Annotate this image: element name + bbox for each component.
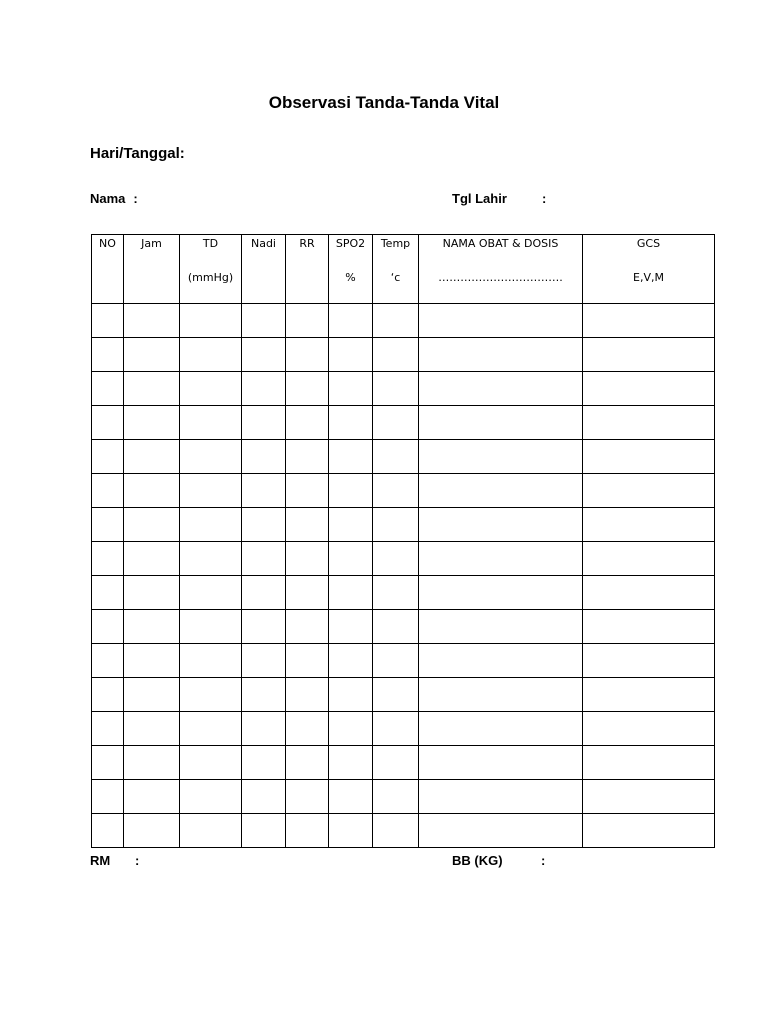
table-row	[92, 678, 715, 712]
table-cell[interactable]	[373, 542, 419, 576]
column-header-label: TD	[202, 237, 219, 250]
hari-tanggal-label: Hari/Tanggal:	[90, 145, 185, 162]
table-cell[interactable]	[286, 372, 329, 406]
table-cell[interactable]	[373, 814, 419, 848]
table-cell[interactable]	[180, 474, 242, 508]
column-header	[124, 235, 180, 304]
table-cell[interactable]	[329, 372, 373, 406]
table-cell[interactable]	[329, 712, 373, 746]
table-cell[interactable]	[419, 610, 583, 644]
table-cell[interactable]	[124, 440, 180, 474]
table-cell[interactable]	[92, 474, 124, 508]
tgl-lahir-label: Tgl Lahir	[452, 191, 507, 206]
column-header-label: SPO2	[335, 237, 366, 250]
table-cell[interactable]	[286, 304, 329, 338]
table-cell[interactable]	[242, 372, 286, 406]
column-header-label: NAMA OBAT & DOSIS	[442, 237, 559, 250]
column-header	[373, 235, 419, 304]
table-row	[92, 440, 715, 474]
table-cell[interactable]	[124, 780, 180, 814]
table-row	[92, 576, 715, 610]
table-cell[interactable]	[583, 440, 715, 474]
table-cell[interactable]	[373, 780, 419, 814]
table-cell[interactable]	[583, 508, 715, 542]
table-cell[interactable]	[373, 440, 419, 474]
table-cell[interactable]	[180, 780, 242, 814]
table-cell[interactable]	[92, 610, 124, 644]
table-cell[interactable]	[583, 712, 715, 746]
column-header-label: Nadi	[250, 237, 276, 250]
table-cell[interactable]	[373, 678, 419, 712]
table-cell[interactable]	[329, 542, 373, 576]
table-cell[interactable]	[180, 508, 242, 542]
table-cell[interactable]	[242, 746, 286, 780]
table-cell[interactable]	[583, 678, 715, 712]
table-cell[interactable]	[373, 746, 419, 780]
table-row	[92, 304, 715, 338]
table-cell[interactable]	[180, 746, 242, 780]
table-cell[interactable]	[419, 372, 583, 406]
table-cell[interactable]	[92, 372, 124, 406]
table-row	[92, 372, 715, 406]
table-cell[interactable]	[180, 644, 242, 678]
table-cell[interactable]	[583, 304, 715, 338]
table-cell[interactable]	[92, 508, 124, 542]
column-header	[242, 235, 286, 304]
table-cell[interactable]	[92, 542, 124, 576]
nama-label: Nama	[90, 191, 126, 206]
table-cell[interactable]	[286, 746, 329, 780]
table-cell[interactable]	[92, 338, 124, 372]
table-cell[interactable]	[242, 440, 286, 474]
column-header-label: GCS	[636, 237, 661, 250]
table-cell[interactable]	[124, 372, 180, 406]
table-cell[interactable]	[583, 780, 715, 814]
table-cell[interactable]	[286, 712, 329, 746]
table-cell[interactable]	[124, 678, 180, 712]
table-cell[interactable]	[92, 814, 124, 848]
column-header	[583, 235, 715, 304]
table-cell[interactable]	[286, 406, 329, 440]
table-cell[interactable]	[242, 678, 286, 712]
nama-field	[90, 191, 138, 206]
table-cell[interactable]	[124, 406, 180, 440]
table-cell[interactable]	[419, 440, 583, 474]
table-cell[interactable]	[286, 814, 329, 848]
table-cell[interactable]	[180, 814, 242, 848]
table-cell[interactable]	[124, 814, 180, 848]
bb-label: BB (KG)	[452, 853, 503, 868]
table-cell[interactable]	[419, 712, 583, 746]
table-cell[interactable]	[242, 576, 286, 610]
table-cell[interactable]	[180, 440, 242, 474]
nama-colon: :	[133, 191, 138, 206]
table-row	[92, 746, 715, 780]
rm-field	[90, 853, 140, 868]
column-header-sublabel: (mmHg)	[187, 271, 234, 284]
table-row	[92, 508, 715, 542]
table-cell[interactable]	[373, 338, 419, 372]
column-header-label: NO	[99, 237, 116, 250]
rm-label: RM	[90, 853, 111, 868]
table-cell[interactable]	[180, 338, 242, 372]
table-cell[interactable]	[92, 746, 124, 780]
table-cell[interactable]	[92, 644, 124, 678]
column-header	[92, 235, 124, 304]
table-cell[interactable]	[419, 406, 583, 440]
table-cell[interactable]	[329, 576, 373, 610]
column-header-label: RR	[299, 237, 315, 250]
table-cell[interactable]	[419, 780, 583, 814]
table-cell[interactable]	[419, 746, 583, 780]
tgl-lahir-field	[452, 191, 547, 206]
column-header-label: Jam	[141, 237, 162, 250]
table-cell[interactable]	[583, 338, 715, 372]
table-cell[interactable]	[242, 338, 286, 372]
column-header-sublabel: E,V,M	[633, 271, 664, 284]
table-cell[interactable]	[583, 814, 715, 848]
table-cell[interactable]	[242, 814, 286, 848]
table-cell[interactable]	[419, 576, 583, 610]
table-cell[interactable]	[180, 304, 242, 338]
table-cell[interactable]	[180, 610, 242, 644]
table-row	[92, 780, 715, 814]
table-cell[interactable]	[373, 508, 419, 542]
table-cell[interactable]	[242, 780, 286, 814]
table-cell[interactable]	[180, 542, 242, 576]
table-row	[92, 644, 715, 678]
table-cell[interactable]	[583, 746, 715, 780]
vital-signs-table	[91, 234, 715, 848]
table-cell[interactable]	[124, 304, 180, 338]
rm-colon: :	[135, 853, 140, 868]
table-row	[92, 814, 715, 848]
table-row	[92, 610, 715, 644]
table-row	[92, 712, 715, 746]
table-cell[interactable]	[286, 542, 329, 576]
table-cell[interactable]	[180, 406, 242, 440]
table-cell[interactable]	[583, 474, 715, 508]
table-cell[interactable]	[419, 814, 583, 848]
table-cell[interactable]	[419, 508, 583, 542]
table-body	[92, 304, 715, 848]
table-cell[interactable]	[92, 712, 124, 746]
column-header	[180, 235, 242, 304]
table-cell[interactable]	[180, 678, 242, 712]
table-cell[interactable]	[242, 406, 286, 440]
table-cell[interactable]	[583, 542, 715, 576]
table-cell[interactable]	[124, 542, 180, 576]
column-header-sublabel: …………………………….	[438, 271, 563, 284]
table-cell[interactable]	[242, 542, 286, 576]
column-header-sublabel: %	[345, 271, 356, 284]
table-cell[interactable]	[373, 304, 419, 338]
table-cell[interactable]	[242, 712, 286, 746]
table-cell[interactable]	[329, 610, 373, 644]
table-row	[92, 542, 715, 576]
column-header-label: Temp	[380, 237, 411, 250]
column-header	[419, 235, 583, 304]
table-cell[interactable]	[329, 474, 373, 508]
table-cell[interactable]	[92, 678, 124, 712]
table-cell[interactable]	[329, 508, 373, 542]
table-cell[interactable]	[419, 304, 583, 338]
table-cell[interactable]	[124, 508, 180, 542]
table-cell[interactable]	[124, 338, 180, 372]
tgl-lahir-colon: :	[542, 191, 547, 206]
table-cell[interactable]	[419, 542, 583, 576]
table-cell[interactable]	[242, 304, 286, 338]
table-cell[interactable]	[286, 508, 329, 542]
table-cell[interactable]	[124, 746, 180, 780]
table-cell[interactable]	[419, 678, 583, 712]
table-cell[interactable]	[242, 508, 286, 542]
table-cell[interactable]	[419, 338, 583, 372]
bb-colon: :	[541, 853, 546, 868]
table-cell[interactable]	[92, 406, 124, 440]
table-cell[interactable]	[583, 610, 715, 644]
table-cell[interactable]	[286, 610, 329, 644]
table-cell[interactable]	[373, 474, 419, 508]
table-cell[interactable]	[373, 406, 419, 440]
table-cell[interactable]	[242, 644, 286, 678]
bb-field	[452, 853, 546, 868]
table-cell[interactable]	[583, 406, 715, 440]
table-cell[interactable]	[286, 338, 329, 372]
table-cell[interactable]	[329, 746, 373, 780]
table-cell[interactable]	[242, 474, 286, 508]
table-cell[interactable]	[329, 304, 373, 338]
table-cell[interactable]	[286, 576, 329, 610]
table-cell[interactable]	[124, 576, 180, 610]
table-cell[interactable]	[373, 576, 419, 610]
table-cell[interactable]	[329, 406, 373, 440]
table-cell[interactable]	[124, 474, 180, 508]
table-cell[interactable]	[124, 610, 180, 644]
column-header	[329, 235, 373, 304]
table-cell[interactable]	[286, 440, 329, 474]
table-cell[interactable]	[329, 678, 373, 712]
table-cell[interactable]	[180, 372, 242, 406]
table-cell[interactable]	[329, 440, 373, 474]
table-row	[92, 406, 715, 440]
table-cell[interactable]	[124, 644, 180, 678]
table-cell[interactable]	[286, 678, 329, 712]
table-cell[interactable]	[92, 780, 124, 814]
table-cell[interactable]	[329, 814, 373, 848]
table-cell[interactable]	[180, 576, 242, 610]
table-row	[92, 338, 715, 372]
table-cell[interactable]	[92, 576, 124, 610]
table-cell[interactable]	[373, 372, 419, 406]
table-cell[interactable]	[92, 304, 124, 338]
table-cell[interactable]	[124, 712, 180, 746]
table-cell[interactable]	[373, 610, 419, 644]
table-cell[interactable]	[242, 610, 286, 644]
column-header-sublabel: ‘c	[390, 271, 401, 284]
table-cell[interactable]	[583, 372, 715, 406]
table-cell[interactable]	[329, 644, 373, 678]
table-cell[interactable]	[419, 474, 583, 508]
table-cell[interactable]	[92, 440, 124, 474]
table-row	[92, 474, 715, 508]
table-cell[interactable]	[583, 576, 715, 610]
table-cell[interactable]	[286, 780, 329, 814]
table-header-row	[92, 235, 715, 304]
document-title: Observasi Tanda-Tanda Vital	[268, 93, 500, 112]
table-cell[interactable]	[419, 644, 583, 678]
table-cell[interactable]	[373, 712, 419, 746]
table-cell[interactable]	[329, 780, 373, 814]
table-cell[interactable]	[373, 644, 419, 678]
table-cell[interactable]	[180, 712, 242, 746]
table-cell[interactable]	[286, 474, 329, 508]
table-cell[interactable]	[583, 644, 715, 678]
table-cell[interactable]	[286, 644, 329, 678]
column-header	[286, 235, 329, 304]
table-cell[interactable]	[329, 338, 373, 372]
